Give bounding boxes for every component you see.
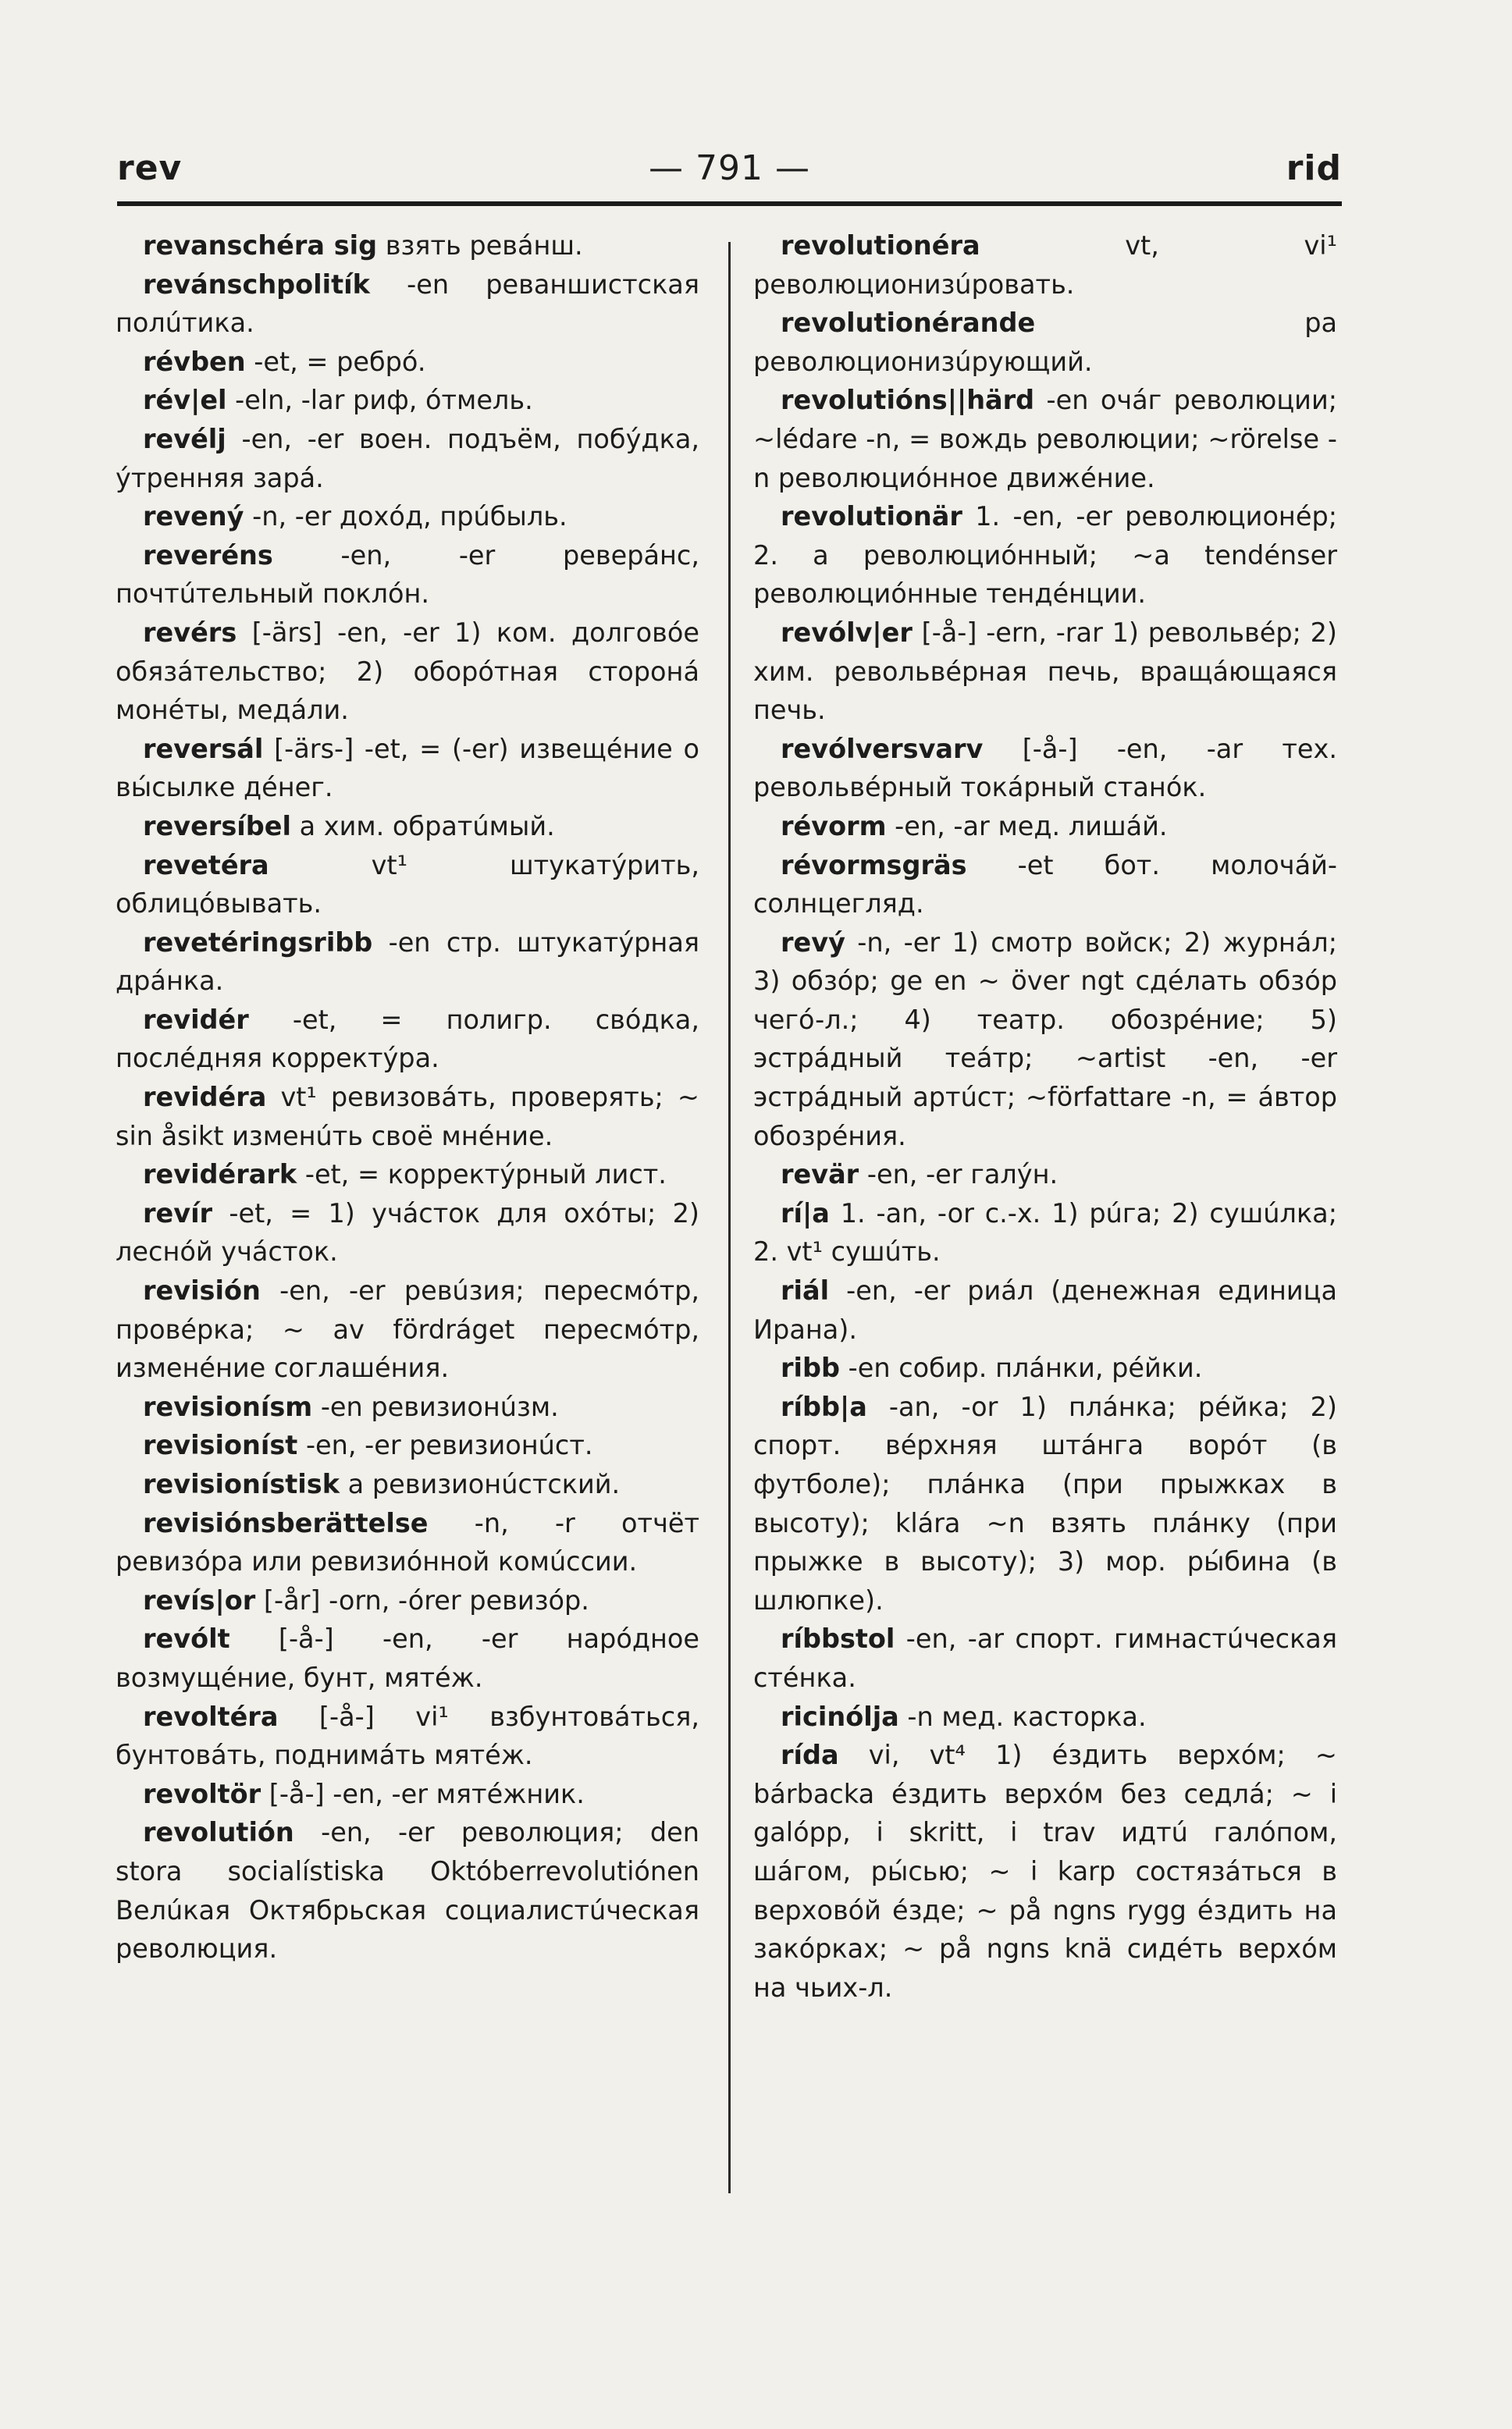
entry-definition: [-å-] -en, -er нарóдное возмущéние, бунт, мятéж. [116, 1623, 699, 1693]
entry-headword: reveréns [143, 539, 273, 571]
dictionary-entry [753, 1155, 1337, 1194]
dictionary-entry [753, 226, 1337, 304]
dictionary-entry [116, 1465, 699, 1504]
entry-definition: -n, -er 1) смотр войск; 2) журнáл; 3) обзóр; ge en ~ över ngt сдéлать обзóр чегó-л.; 4) театр. обозрéние; 5) эстрáдный теáтр; ~artist -en, -er эстрáдный артúст; ~författare -n, = áвтор обозрéния. [753, 926, 1337, 1151]
dictionary-entry [116, 807, 699, 846]
dictionary-entry [116, 381, 699, 420]
entry-definition: -et, = корректýрный лист. [297, 1159, 667, 1190]
entry-definition: -en собир. плáнки, рéйки. [839, 1353, 1203, 1384]
entry-definition: [-å-] -ern, -rar 1) револьвéр; 2) хим. револьвéрная печь, вращáющаяся печь. [753, 617, 1337, 726]
entry-definition: -et, = ребрó. [245, 346, 426, 377]
dictionary-entry [116, 1078, 699, 1155]
dictionary-entry [753, 1349, 1337, 1388]
entry-definition: [-år] -orn, -órer ревизóр. [255, 1584, 589, 1616]
dictionary-entry [116, 846, 699, 923]
column-divider [728, 242, 731, 2193]
dictionary-entry [753, 846, 1337, 923]
dictionary-entry [753, 923, 1337, 1156]
entry-headword: reversál [143, 733, 264, 764]
dictionary-entry [116, 1194, 699, 1271]
dictionary-entry [116, 226, 699, 265]
entry-definition: -en, -er ревúзия; пересмóтр, провéрка; ~ av fördráget пересмóтр, изменéние соглашéния. [116, 1275, 699, 1384]
entry-definition: vt¹ ревизовáть, проверять; ~ sin åsikt изменúть своё мнéние. [116, 1082, 699, 1151]
dictionary-entry [753, 730, 1337, 807]
entry-headword: ríbbstol [781, 1623, 895, 1655]
page-number: — 791 — [649, 148, 810, 188]
header-rule [117, 201, 1342, 206]
entry-headword: revetéra [143, 849, 269, 880]
entry-headword: revär [781, 1159, 859, 1190]
dictionary-entry [116, 536, 699, 613]
entry-definition: [-ärs] -en, -er 1) ком. долговóе обязáтельство; 2) обoрóтная сторонá монéты, медáли. [116, 617, 699, 726]
entry-headword: reversíbel [143, 810, 291, 841]
entry-definition: a ревизионúстский. [340, 1469, 621, 1499]
entry-headword: ricinólja [781, 1701, 899, 1732]
entry-definition: vi, vt⁴ 1) éздить верхóм; ~ bárbacka éздить верхóм без седлá; ~ i galópp, i skritt, i trav идтú галóпом, шáгом, ры́сью; ~ i karp состязáться в верховóй éзде; ~ på ngns rygg éздить на закóрках; ~ på ngns knä сидéть верхóм на чьих-л. [753, 1740, 1337, 2003]
entry-definition: -an, -or 1) плáнка; рéйка; 2) спорт. вéрхняя штáнга ворóт (в футболе); плáнка (при прыжках в высоту); klára ~n взять плáнку (при прыжке в высоту); 3) мор. ры́бина (в шлюпке). [753, 1391, 1337, 1616]
dictionary-entry [116, 497, 699, 536]
entry-definition: -et, = полигр. свóдка, послéдняя корректýра. [116, 1004, 699, 1074]
entry-headword: revólv|er [781, 617, 913, 648]
dictionary-entry [753, 304, 1337, 381]
dictionary-entry [116, 923, 699, 1001]
entry-headword: revolutionérande [781, 308, 1036, 339]
entry-definition: [-ärs-] -et, = (-er) извещéние о вы́сылке дéнег. [116, 733, 699, 803]
entry-definition: взять ревáнш. [377, 230, 583, 261]
entry-definition: -et бот. молочáй-солнцегляд. [753, 849, 1337, 919]
entry-headword: revisionístisk [143, 1469, 340, 1499]
dictionary-entry [116, 1426, 699, 1465]
entry-headword: revolutións||härd [781, 385, 1035, 416]
dictionary-entry [116, 1001, 699, 1078]
entry-definition: -en очáг революции; ~lédare -n, = вождь революции; ~rörelse -n революциóнное движéние. [753, 385, 1337, 493]
dictionary-entry [753, 1388, 1337, 1620]
entry-definition: -en, -er воен. подъём, побýдка, ýтренняя зарá. [116, 423, 699, 493]
dictionary-entry [753, 1698, 1337, 1737]
entry-definition: -en, -er революция; den stora socialístiska Októberrevolutiónen Велúкая Октябрьская социалистúческая революция. [116, 1817, 699, 1965]
header-left-guideword: rev [117, 148, 183, 188]
entry-definition: -n, -er дохóд, прúбыль. [244, 501, 567, 532]
entry-definition: -n, -r отчёт ревизóра или ревизиóнной комúссии. [116, 1507, 699, 1577]
entry-headword: ribb [781, 1353, 840, 1384]
entry-headword: revidéra [143, 1082, 267, 1113]
dictionary-entry [116, 1813, 699, 1968]
entry-headword: revidérark [143, 1159, 297, 1190]
dictionary-entry [753, 613, 1337, 730]
entry-headword: revisioníst [143, 1430, 298, 1461]
entry-definition: [-å-] vi¹ взбунтовáться, бунтовáть, поднимáть мятéж. [116, 1701, 699, 1771]
entry-headword: riál [781, 1275, 830, 1307]
entry-headword: rí|a [781, 1197, 830, 1229]
entry-headword: revisionísm [143, 1391, 313, 1422]
entry-definition: -et, = 1) учáсток для охóты; 2) леснóй учáсток. [116, 1197, 699, 1268]
entry-headword: revený [143, 501, 244, 532]
entry-headword: révben [143, 346, 246, 377]
entry-headword: revoltör [143, 1778, 261, 1809]
entry-headword: revís|or [143, 1584, 256, 1616]
dictionary-entry [753, 497, 1337, 613]
dictionary-entry [116, 1271, 699, 1388]
entry-headword: revoltéra [143, 1701, 279, 1732]
entry-definition: [-å-] -en, -ar тех. револьвéрный токáрный станóк. [753, 733, 1337, 803]
entry-definition: -en, -er галýн. [859, 1159, 1058, 1190]
entry-definition: -en, -er ревизионúст. [297, 1430, 593, 1461]
entry-headword: révorm [781, 810, 887, 841]
entry-headword: revánschpolitík [143, 269, 370, 300]
entry-definition: pa революционизúрующий. [753, 308, 1337, 377]
entry-headword: revír [143, 1197, 213, 1229]
entry-headword: rída [781, 1740, 839, 1771]
right-column [753, 226, 1337, 2007]
dictionary-entry [116, 1504, 699, 1581]
entry-headword: revisiónsberättelse [143, 1507, 429, 1538]
dictionary-entry [753, 1736, 1337, 2007]
entry-definition: 1. -en, -er революционéр; 2. a революциóнный; ~a tendénser революциóнные тендéнции. [753, 501, 1337, 610]
entry-headword: revólt [143, 1623, 230, 1655]
entry-definition: -eln, -lar риф, óтмель. [226, 385, 533, 416]
entry-definition: vt, vi¹ революционизúровать. [753, 230, 1337, 300]
dictionary-entry [753, 1271, 1337, 1349]
entry-headword: revérs [143, 617, 237, 648]
entry-definition: -en, -ar мед. лишáй. [886, 810, 1168, 841]
entry-definition: vt¹ штукатýрить, облицóвывать. [116, 849, 699, 919]
entry-headword: revolutión [143, 1817, 294, 1848]
dictionary-entry [116, 1620, 699, 1697]
dictionary-entry [753, 1194, 1337, 1271]
dictionary-entry [116, 1775, 699, 1814]
entry-headword: ríbb|a [781, 1391, 867, 1422]
entry-definition: -en ревизионúзм. [312, 1391, 559, 1422]
dictionary-entry [116, 343, 699, 382]
entry-headword: revetéringsribb [143, 926, 373, 958]
left-column [116, 226, 699, 1968]
dictionary-entry [116, 1155, 699, 1194]
entry-definition: -en стр. штукатýрная дрáнка. [116, 926, 699, 997]
page-header [117, 148, 1342, 203]
entry-definition: a хим. обратúмый. [290, 810, 555, 841]
dictionary-entry [116, 1698, 699, 1775]
entry-definition: -en, -er реверáнс, почтúтельный поклóн. [116, 539, 699, 610]
entry-headword: rév|el [143, 385, 227, 416]
entry-definition: -en, -er риáл (денежная единица Ирана). [753, 1275, 1337, 1345]
header-right-guideword: rid [1286, 148, 1342, 188]
entry-definition: [-å-] -en, -er мятéжник. [261, 1778, 585, 1809]
entry-headword: revolutionéra [781, 230, 980, 261]
entry-definition: 1. -an, -or с.-х. 1) рúга; 2) сушúлка; 2. vt¹ сушúть. [753, 1197, 1337, 1268]
entry-definition: -en, -ar спорт. гимнастúческая стéнка. [753, 1623, 1337, 1693]
entry-headword: revanschéra sig [143, 230, 378, 261]
entry-headword: révormsgräs [781, 849, 967, 880]
entry-headword: revisión [143, 1275, 261, 1307]
entry-headword: revý [781, 926, 845, 958]
dictionary-entry [116, 265, 699, 343]
entry-headword: revólversvarv [781, 733, 984, 764]
entry-headword: revolutionär [781, 501, 962, 532]
dictionary-entry [753, 381, 1337, 497]
dictionary-entry [753, 1620, 1337, 1697]
dictionary-entry [753, 807, 1337, 846]
dictionary-entry [116, 1388, 699, 1427]
entry-definition: -en реваншистская полúтика. [116, 269, 699, 339]
dictionary-entry [116, 420, 699, 497]
dictionary-entry [116, 730, 699, 807]
dictionary-entry [116, 1581, 699, 1620]
entry-headword: revidér [143, 1004, 249, 1035]
entry-headword: revélj [143, 423, 226, 454]
entry-definition: -n мед. касторка. [898, 1701, 1147, 1732]
dictionary-entry [116, 613, 699, 730]
